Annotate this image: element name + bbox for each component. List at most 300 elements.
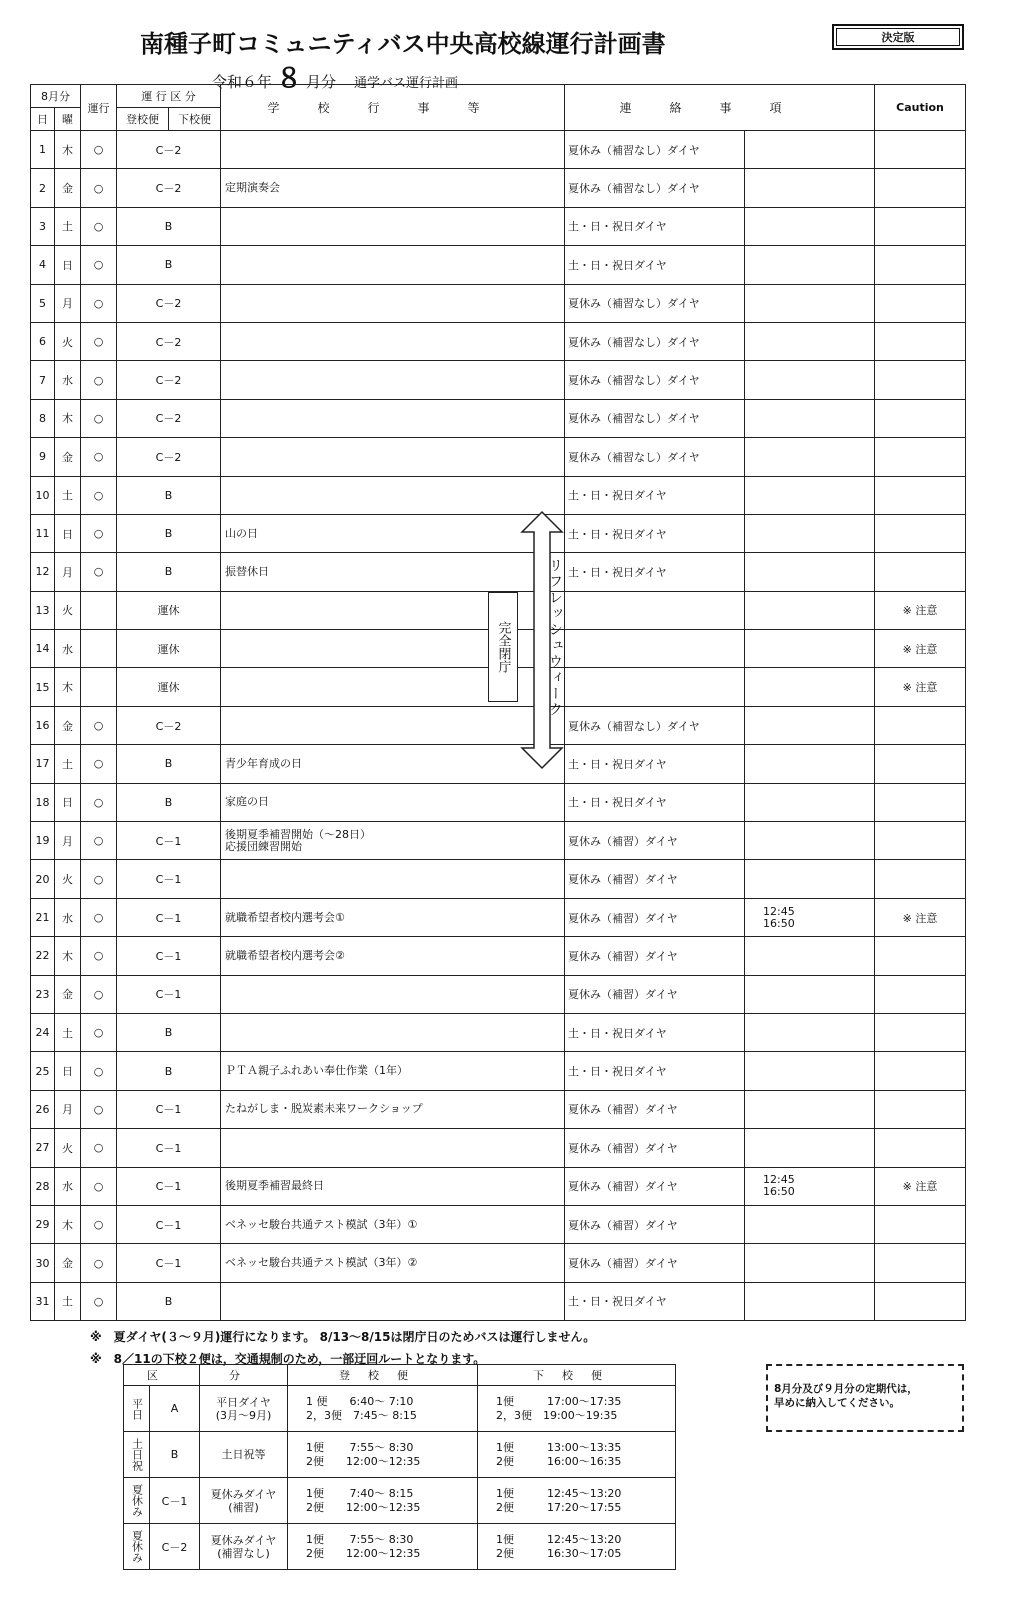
weekday-cell: 土 (55, 745, 81, 783)
day-cell: 23 (31, 975, 55, 1013)
day-cell: 11 (31, 514, 55, 552)
legend-row (124, 1386, 676, 1432)
caution-cell: ※ 注意 (875, 1167, 966, 1205)
refresh-week-label: リフレッシュウィーク (547, 558, 563, 718)
day-cell: 17 (31, 745, 55, 783)
weekday-cell: 金 (55, 706, 81, 744)
legend-row (124, 1478, 676, 1524)
event-cell (221, 131, 565, 169)
weekday-cell: 水 (55, 630, 81, 668)
operation-cell: ○ (81, 322, 117, 360)
schedule-cell: C－1 (117, 937, 221, 975)
day-cell: 8 (31, 399, 55, 437)
legend-group-cell (124, 1432, 150, 1478)
day-cell: 5 (31, 284, 55, 322)
weekday-cell: 日 (55, 1052, 81, 1090)
time-cell (745, 246, 875, 284)
schedule-cell: C－1 (117, 822, 221, 860)
event-cell: ＰＴＡ親子ふれあい奉仕作業（1年） (221, 1052, 565, 1090)
caution-cell (875, 783, 966, 821)
operation-cell: ○ (81, 207, 117, 245)
day-cell: 7 (31, 361, 55, 399)
event-cell (221, 399, 565, 437)
time-cell (745, 399, 875, 437)
from-school-header: 下校便 (169, 108, 221, 131)
schedule-cell: C－2 (117, 399, 221, 437)
caution-cell: ※ 注意 (875, 630, 966, 668)
event-cell: 青少年育成の日 (221, 745, 565, 783)
contact-cell: 土・日・祝日ダイヤ (565, 1013, 745, 1051)
weekday-cell: 日 (55, 246, 81, 284)
legend-row (124, 1432, 676, 1478)
time-cell (745, 745, 875, 783)
contact-cell: 土・日・祝日ダイヤ (565, 1282, 745, 1320)
month-header: 8月分 (31, 85, 81, 108)
contact-cell: 夏休み（補習なし）ダイヤ (565, 169, 745, 207)
table-row (31, 476, 966, 514)
event-cell (221, 246, 565, 284)
office-closed-label: 完全閉庁 (488, 592, 518, 702)
legend-code: A (150, 1386, 200, 1432)
schedule-cell: C－1 (117, 1205, 221, 1243)
event-cell (221, 438, 565, 476)
caution-cell (875, 399, 966, 437)
day-cell: 26 (31, 1090, 55, 1128)
event-cell (221, 860, 565, 898)
contact-cell: 夏休み（補習）ダイヤ (565, 822, 745, 860)
table-row (31, 1129, 966, 1167)
schedule-header: 運 行 区 分 (117, 85, 221, 108)
schedule-cell: C－2 (117, 322, 221, 360)
time-cell (745, 1013, 875, 1051)
weekday-cell: 日 (55, 783, 81, 821)
schedule-cell: C－1 (117, 1167, 221, 1205)
weekday-cell: 水 (55, 361, 81, 399)
legend-group: 平日 (130, 1397, 144, 1420)
contact-cell: 夏休み（補習なし）ダイヤ (565, 131, 745, 169)
legend-label: 夏休みダイヤ (補習) (200, 1478, 288, 1524)
caution-cell (875, 169, 966, 207)
schedule-cell: B (117, 246, 221, 284)
contact-cell: 土・日・祝日ダイヤ (565, 745, 745, 783)
table-row (31, 246, 966, 284)
day-cell: 31 (31, 1282, 55, 1320)
schedule-cell: C－1 (117, 1244, 221, 1282)
legend-header-from: 下校便 (478, 1365, 676, 1386)
contact-cell: 夏休み（補習）ダイヤ (565, 860, 745, 898)
schedule-cell: C－1 (117, 860, 221, 898)
caution-cell (875, 1205, 966, 1243)
contact-cell: 夏休み（補習なし）ダイヤ (565, 399, 745, 437)
table-row (31, 169, 966, 207)
table-row (31, 860, 966, 898)
event-cell (221, 207, 565, 245)
time-cell (745, 207, 875, 245)
caution-cell (875, 553, 966, 591)
schedule-cell: 運休 (117, 591, 221, 629)
weekday-cell: 火 (55, 591, 81, 629)
timetable-legend (123, 1364, 676, 1570)
schedule-cell: C－1 (117, 1129, 221, 1167)
to-school-header: 登校便 (117, 108, 169, 131)
event-cell: 就職希望者校内選考会① (221, 898, 565, 936)
time-cell (745, 822, 875, 860)
event-cell (221, 1129, 565, 1167)
operation-cell: ○ (81, 975, 117, 1013)
time-cell (745, 975, 875, 1013)
caution-cell (875, 361, 966, 399)
day-cell: 24 (31, 1013, 55, 1051)
weekday-cell: 火 (55, 1129, 81, 1167)
contact-cell: 土・日・祝日ダイヤ (565, 553, 745, 591)
contact-cell: 夏休み（補習なし）ダイヤ (565, 706, 745, 744)
table-row (31, 822, 966, 860)
legend-to-times: 1便 7:55～ 8:30 2便 12:00～12:35 (288, 1524, 478, 1570)
event-cell: 後期夏季補習開始（～28日） 応援団練習開始 (221, 822, 565, 860)
table-row (31, 284, 966, 322)
table-row (31, 1205, 966, 1243)
event-cell: 就職希望者校内選考会② (221, 937, 565, 975)
weekday-cell: 金 (55, 1244, 81, 1282)
schedule-cell: C－1 (117, 1090, 221, 1128)
caution-cell (875, 514, 966, 552)
operation-cell: ○ (81, 822, 117, 860)
caution-cell (875, 1013, 966, 1051)
weekday-cell: 日 (55, 514, 81, 552)
operation-cell: ○ (81, 284, 117, 322)
time-cell (745, 1244, 875, 1282)
era: 令和６年 (212, 73, 273, 91)
operation-cell: ○ (81, 361, 117, 399)
day-cell: 20 (31, 860, 55, 898)
operation-cell: ○ (81, 1013, 117, 1051)
month: ８ (276, 64, 303, 94)
day-cell: 2 (31, 169, 55, 207)
contact-cell: 夏休み（補習なし）ダイヤ (565, 284, 745, 322)
time-cell (745, 668, 875, 706)
legend-header-to: 登校便 (288, 1365, 478, 1386)
contact-cell: 夏休み（補習なし）ダイヤ (565, 361, 745, 399)
legend-from-times: 1便 12:45～13:20 2便 16:30～17:05 (478, 1524, 676, 1570)
operation-cell: ○ (81, 783, 117, 821)
event-cell (221, 1013, 565, 1051)
table-row (31, 706, 966, 744)
operation-cell: ○ (81, 1244, 117, 1282)
table-row (31, 207, 966, 245)
contact-cell: 夏休み（補習）ダイヤ (565, 1090, 745, 1128)
operation-cell: ○ (81, 514, 117, 552)
operation-header: 運行 (81, 85, 117, 131)
day-cell: 25 (31, 1052, 55, 1090)
time-cell (745, 131, 875, 169)
table-row (31, 783, 966, 821)
day-cell: 10 (31, 476, 55, 514)
caution-cell (875, 284, 966, 322)
time-cell (745, 937, 875, 975)
contact-cell: 夏休み（補習）ダイヤ (565, 898, 745, 936)
day-cell: 28 (31, 1167, 55, 1205)
schedule-cell: B (117, 1282, 221, 1320)
operation-cell: ○ (81, 476, 117, 514)
event-cell: 定期演奏会 (221, 169, 565, 207)
schedule-cell: C－2 (117, 169, 221, 207)
event-cell: ベネッセ駿台共通テスト模試（3年）② (221, 1244, 565, 1282)
operation-cell: ○ (81, 1282, 117, 1320)
operation-cell: ○ (81, 1129, 117, 1167)
operation-cell: ○ (81, 553, 117, 591)
time-cell (745, 322, 875, 360)
legend-code: C－1 (150, 1478, 200, 1524)
contact-cell: 夏休み（補習）ダイヤ (565, 1167, 745, 1205)
time-cell (745, 1129, 875, 1167)
day-cell: 9 (31, 438, 55, 476)
time-cell: 12:45 16:50 (745, 1167, 875, 1205)
legend-from-times: 1便 12:45～13:20 2便 17:20～17:55 (478, 1478, 676, 1524)
table-row (31, 1052, 966, 1090)
schedule-cell: C－2 (117, 284, 221, 322)
legend-code: C－2 (150, 1524, 200, 1570)
caution-cell (875, 438, 966, 476)
weekday-cell: 月 (55, 553, 81, 591)
contact-cell: 夏休み（補習）ダイヤ (565, 1129, 745, 1167)
day-cell: 14 (31, 630, 55, 668)
event-cell: たねがしま・脱炭素未来ワークショップ (221, 1090, 565, 1128)
weekday-cell: 木 (55, 131, 81, 169)
schedule-cell: B (117, 783, 221, 821)
caution-cell: ※ 注意 (875, 898, 966, 936)
legend-group-cell (124, 1386, 150, 1432)
day-cell: 19 (31, 822, 55, 860)
event-cell (221, 1282, 565, 1320)
operation-cell: ○ (81, 706, 117, 744)
schedule-cell: C－2 (117, 361, 221, 399)
day-cell: 12 (31, 553, 55, 591)
schedule-cell: C－1 (117, 975, 221, 1013)
caution-cell: ※ 注意 (875, 668, 966, 706)
operation-cell: ○ (81, 1090, 117, 1128)
table-row (31, 745, 966, 783)
time-cell (745, 630, 875, 668)
operation-cell: ○ (81, 745, 117, 783)
table-row (31, 438, 966, 476)
operation-cell: ○ (81, 937, 117, 975)
event-cell: ベネッセ駿台共通テスト模試（3年）① (221, 1205, 565, 1243)
legend-header-bun: 分 (200, 1365, 288, 1386)
legend-to-times: 1便 7:40～ 8:15 2便 12:00～12:35 (288, 1478, 478, 1524)
weekday-cell: 木 (55, 937, 81, 975)
day-cell: 15 (31, 668, 55, 706)
event-cell: 振替休日 (221, 553, 565, 591)
operation-cell: ○ (81, 898, 117, 936)
time-cell (745, 1282, 875, 1320)
contact-cell: 土・日・祝日ダイヤ (565, 246, 745, 284)
caution-cell (875, 1129, 966, 1167)
weekday-cell: 火 (55, 860, 81, 898)
legend-group: 夏休み (130, 1530, 144, 1563)
contact-cell: 夏休み（補習）ダイヤ (565, 975, 745, 1013)
table-row (31, 898, 966, 936)
legend-group: 夏休み (130, 1484, 144, 1517)
event-cell: 山の日 (221, 514, 565, 552)
subtitle-text: 通学バス運行計画 (354, 76, 459, 91)
caution-cell (875, 476, 966, 514)
weekday-cell: 土 (55, 207, 81, 245)
contact-cell (565, 630, 745, 668)
table-row (31, 1244, 966, 1282)
contact-cell (565, 591, 745, 629)
event-cell (221, 322, 565, 360)
contact-cell (565, 668, 745, 706)
table-row (31, 553, 966, 591)
time-cell (745, 860, 875, 898)
operation-cell (81, 591, 117, 629)
weekday-cell: 月 (55, 284, 81, 322)
event-cell (221, 706, 565, 744)
weekday-cell: 金 (55, 975, 81, 1013)
events-header: 学校行事等 (221, 85, 565, 131)
time-cell: 12:45 16:50 (745, 898, 875, 936)
caution-header: Caution (875, 85, 966, 131)
contact-cell: 夏休み（補習なし）ダイヤ (565, 322, 745, 360)
time-cell (745, 553, 875, 591)
schedule-cell: B (117, 1052, 221, 1090)
legend-to-times: 1 便 6:40～ 7:10 2，3便 7:45～ 8:15 (288, 1386, 478, 1432)
legend-label: 夏休みダイヤ (補習なし) (200, 1524, 288, 1570)
weekday-cell: 月 (55, 822, 81, 860)
schedule-cell: B (117, 514, 221, 552)
weekday-cell: 木 (55, 668, 81, 706)
contact-cell: 夏休み（補習）ダイヤ (565, 1205, 745, 1243)
caution-cell: ※ 注意 (875, 591, 966, 629)
schedule-cell: B (117, 745, 221, 783)
weekday-cell: 月 (55, 1090, 81, 1128)
operation-cell: ○ (81, 1205, 117, 1243)
contact-cell: 夏休み（補習なし）ダイヤ (565, 438, 745, 476)
contact-cell: 夏休み（補習）ダイヤ (565, 1244, 745, 1282)
caution-cell (875, 745, 966, 783)
weekday-cell: 木 (55, 1205, 81, 1243)
caution-cell (875, 937, 966, 975)
caution-cell (875, 207, 966, 245)
table-row (31, 975, 966, 1013)
time-cell (745, 1205, 875, 1243)
time-cell (745, 169, 875, 207)
operation-cell: ○ (81, 169, 117, 207)
caution-cell (875, 822, 966, 860)
weekday-cell: 水 (55, 1167, 81, 1205)
day-cell: 13 (31, 591, 55, 629)
table-row (31, 1282, 966, 1320)
note-1: ※ 夏ダイヤ(３～９月)運行になります。 8/13～8/15は閉庁日のためバスは運行しません。 (90, 1330, 596, 1344)
schedule-cell: B (117, 553, 221, 591)
legend-group: 土日祝 (130, 1438, 144, 1471)
table-row (31, 937, 966, 975)
caution-cell (875, 706, 966, 744)
event-cell: 後期夏季補習最終日 (221, 1167, 565, 1205)
weekday-cell: 水 (55, 898, 81, 936)
note-2: ※ 8／11の下校２便は，交通規制のため，一部迂回ルートとなります。 (90, 1352, 486, 1366)
weekday-cell: 土 (55, 1013, 81, 1051)
day-cell: 4 (31, 246, 55, 284)
weekday-header: 曜 (55, 108, 81, 131)
operation-cell: ○ (81, 1052, 117, 1090)
legend-header-ku: 区 (124, 1365, 200, 1386)
contact-cell: 土・日・祝日ダイヤ (565, 1052, 745, 1090)
event-cell (221, 361, 565, 399)
caution-cell (875, 1282, 966, 1320)
caution-cell (875, 131, 966, 169)
operation-cell (81, 668, 117, 706)
schedule-cell: B (117, 207, 221, 245)
time-cell (745, 361, 875, 399)
weekday-cell: 金 (55, 438, 81, 476)
operation-cell: ○ (81, 1167, 117, 1205)
day-cell: 21 (31, 898, 55, 936)
schedule-cell: C－2 (117, 131, 221, 169)
contact-cell: 土・日・祝日ダイヤ (565, 476, 745, 514)
table-row (31, 514, 966, 552)
month-suffix: 月分 (306, 73, 337, 91)
day-cell: 1 (31, 131, 55, 169)
legend-label: 土日祝等 (200, 1432, 288, 1478)
caution-cell (875, 322, 966, 360)
weekday-cell: 火 (55, 322, 81, 360)
schedule-cell: 運休 (117, 668, 221, 706)
table-row (31, 322, 966, 360)
legend-row (124, 1524, 676, 1570)
time-cell (745, 706, 875, 744)
schedule-cell: B (117, 1013, 221, 1051)
caution-cell (875, 1052, 966, 1090)
table-row (31, 1090, 966, 1128)
contact-cell: 土・日・祝日ダイヤ (565, 514, 745, 552)
event-cell: 家庭の日 (221, 783, 565, 821)
table-row (31, 1167, 966, 1205)
day-cell: 18 (31, 783, 55, 821)
contact-cell: 土・日・祝日ダイヤ (565, 783, 745, 821)
day-cell: 30 (31, 1244, 55, 1282)
table-row (31, 1013, 966, 1051)
legend-from-times: 1便 17:00～17:35 2，3便 19:00～19:35 (478, 1386, 676, 1432)
time-cell (745, 591, 875, 629)
caution-cell (875, 1244, 966, 1282)
legend-to-times: 1便 7:55～ 8:30 2便 12:00～12:35 (288, 1432, 478, 1478)
event-cell (221, 284, 565, 322)
day-cell: 29 (31, 1205, 55, 1243)
schedule-cell: C－1 (117, 898, 221, 936)
table-row (31, 361, 966, 399)
event-cell (221, 476, 565, 514)
schedule-cell: C－2 (117, 438, 221, 476)
table-row (31, 131, 966, 169)
schedule-cell: B (117, 476, 221, 514)
time-cell (745, 284, 875, 322)
operation-cell: ○ (81, 860, 117, 898)
day-header: 日 (31, 108, 55, 131)
schedule-table (30, 84, 966, 1321)
time-cell (745, 1090, 875, 1128)
schedule-cell: C－2 (117, 706, 221, 744)
contact-cell: 夏休み（補習）ダイヤ (565, 937, 745, 975)
caution-cell (875, 246, 966, 284)
contact-cell: 土・日・祝日ダイヤ (565, 207, 745, 245)
legend-group-cell (124, 1524, 150, 1570)
caution-cell (875, 860, 966, 898)
legend-from-times: 1便 13:00～13:35 2便 16:00～16:35 (478, 1432, 676, 1478)
final-version-badge: 決定版 (832, 24, 964, 50)
schedule-cell: 運休 (117, 630, 221, 668)
operation-cell: ○ (81, 131, 117, 169)
